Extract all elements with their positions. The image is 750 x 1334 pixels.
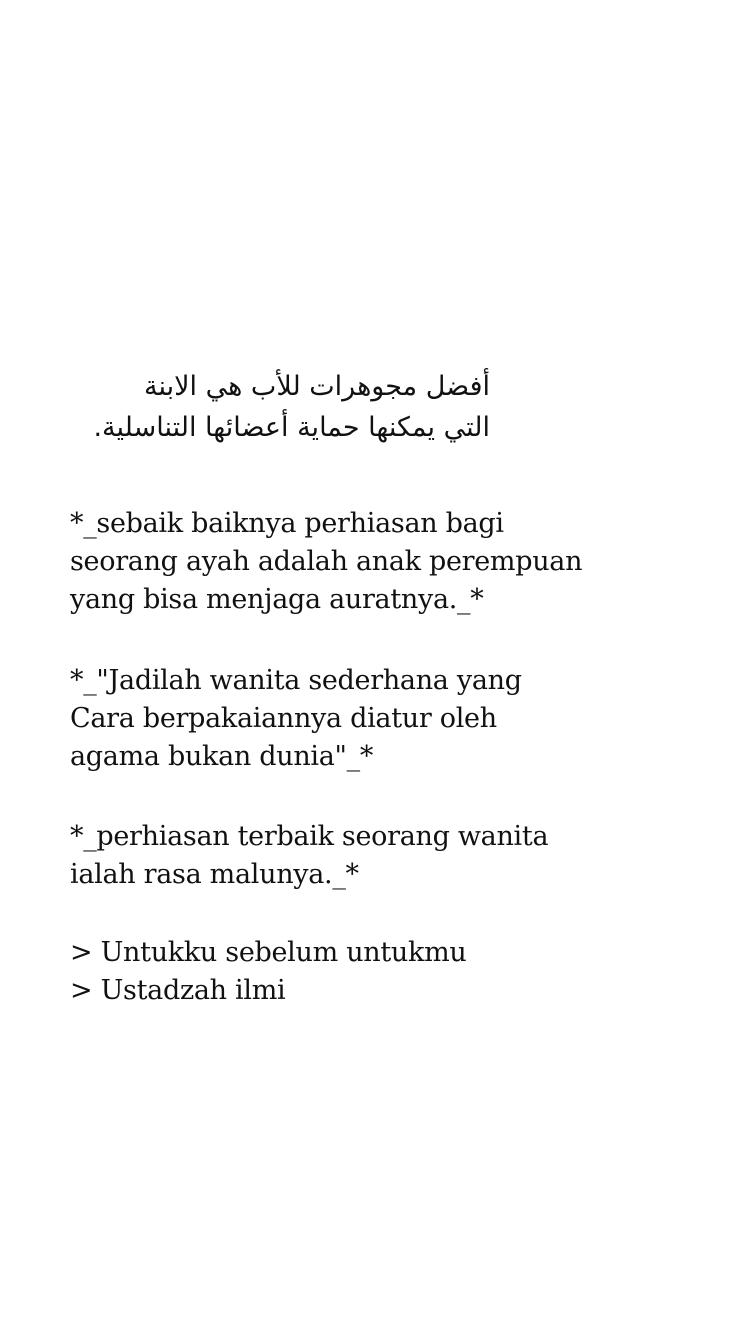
quote-paragraph-1-line-2: seorang ayah adalah anak perempuan <box>70 546 583 577</box>
quote-paragraph-2-line-1: *_"Jadilah wanita sederhana yang <box>70 665 522 696</box>
arabic-quote <box>70 366 490 448</box>
quote-paragraph-2 <box>70 662 710 776</box>
arabic-quote-line-1: أفضل مجوهرات للأب هي الابنة <box>143 371 490 402</box>
quote-paragraph-1-line-3: yang bisa menjaga auratnya._* <box>70 584 484 615</box>
quote-paragraph-2-line-2: Cara berpakaiannya diatur oleh <box>70 703 497 734</box>
quote-paragraph-2-line-3: agama bukan dunia"_* <box>70 741 374 772</box>
quote-paragraph-1-line-1: *_sebaik baiknya perhiasan bagi <box>70 508 504 539</box>
source-line-2: > Ustadzah ilmi <box>70 975 286 1006</box>
source-line-1: > Untukku sebelum untukmu <box>70 937 467 968</box>
source-credits <box>70 934 710 1010</box>
quote-paragraph-1 <box>70 505 710 619</box>
quote-paragraph-3-line-2: ialah rasa malunya._* <box>70 859 359 890</box>
arabic-quote-line-2: التي يمكنها حماية أعضائها التناسلية. <box>93 412 490 443</box>
quote-paragraph-3 <box>70 818 710 894</box>
quote-paragraph-3-line-1: *_perhiasan terbaik seorang wanita <box>70 821 549 852</box>
